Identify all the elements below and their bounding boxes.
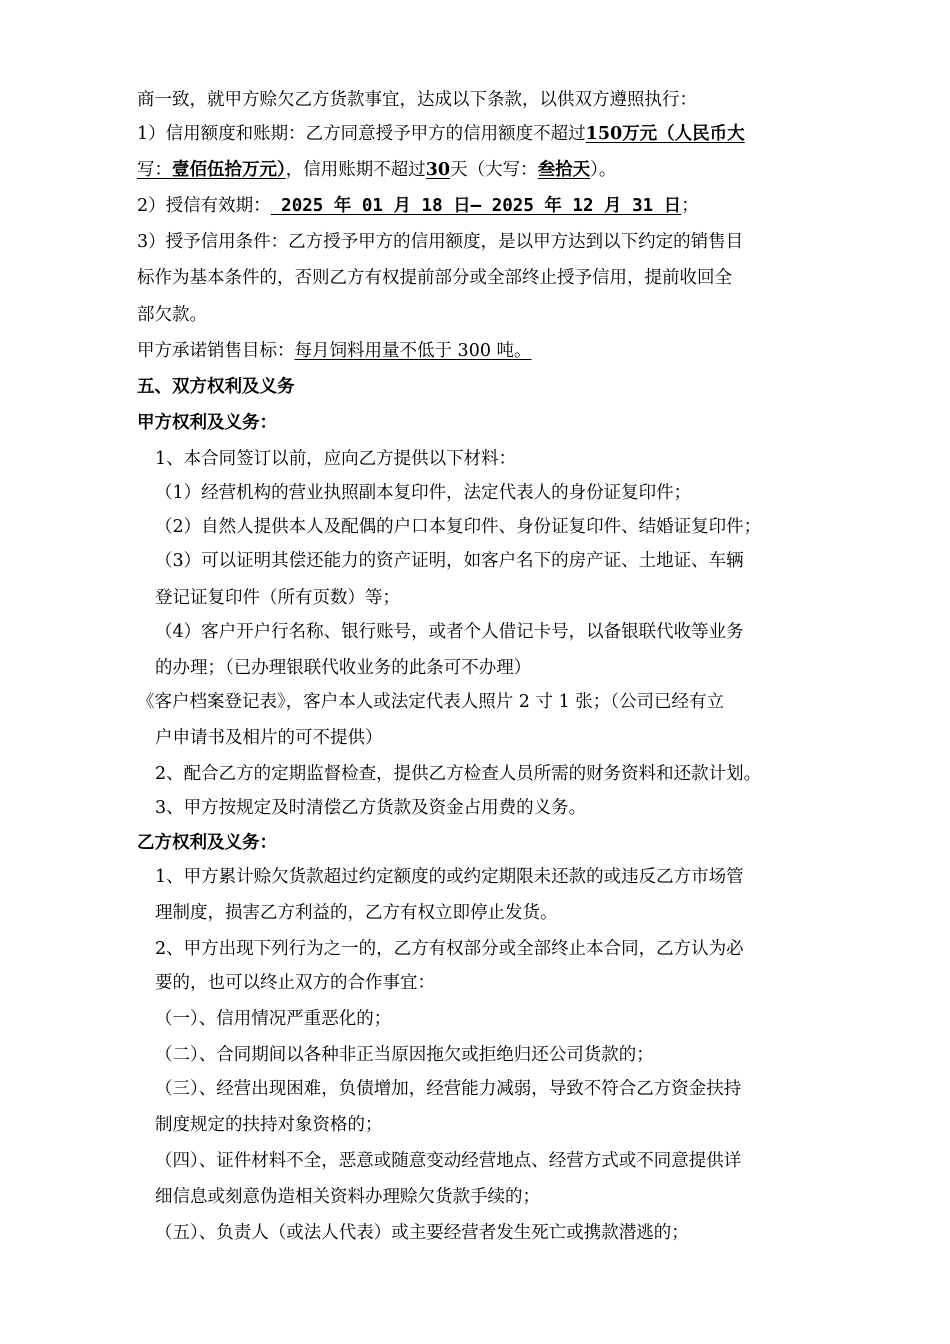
- credit-days: 30: [425, 160, 451, 180]
- party-a-item1: 1、本合同签订以前，应向乙方提供以下材料：: [155, 449, 517, 469]
- credit-end: ）。: [590, 160, 617, 180]
- party-a-sub3-line2: 登记证复印件（所有页数）等；: [155, 588, 400, 608]
- party-a-sub2: （2）自然人提供本人及配偶的户口本复印件、身份证复印件、结婚证复印件；: [155, 517, 762, 537]
- intro-text: 商一致，就甲方赊欠乙方货款事宜，达成以下条款，以供双方遵照执行：: [137, 90, 697, 110]
- section-5-title: 五、双方权利及义务: [137, 377, 295, 397]
- credit-days-words: 叁拾天: [537, 160, 591, 180]
- party-a-sub4-line2: 的办理；（已办理银联代收业务的此条可不办理）: [155, 658, 532, 678]
- credit-amount: 150万元（人民币大: [585, 124, 745, 144]
- party-b-case3-line2: 制度规定的扶持对象资格的；: [155, 1115, 383, 1135]
- validity-end: ；: [681, 196, 699, 216]
- party-a-form-line1: 《客户档案登记表》，客户本人或法定代表人照片 2 寸 1 张；（公司已经有立: [137, 692, 725, 712]
- party-b-case4-line2: 细信息或刻意伪造相关资料办理赊欠货款手续的；: [155, 1187, 540, 1207]
- party-a-form-line2: 户申请书及相片的可不提供）: [155, 728, 383, 748]
- validity-prefix: 2）授信有效期：: [137, 196, 271, 216]
- party-a-item3: 3、甲方按规定及时清偿乙方货款及资金占用费的义务。: [155, 798, 587, 818]
- party-b-case1: （一）、信用情况严重恶化的；: [155, 1009, 392, 1029]
- party-a-sub3-line1: （3）可以证明其偿还能力的资产证明，如客户名下的房产证、土地证、车辆: [155, 551, 744, 571]
- sales-target: [137, 338, 817, 364]
- credit-clause-line2: [137, 157, 817, 183]
- credit-days-suffix: 天（大写：: [450, 160, 538, 180]
- party-b-title: 乙方权利及义务：: [137, 833, 277, 853]
- credit-clause-line1: [137, 121, 817, 147]
- validity-period: 2025 年 01 月 18 日— 2025 年 12 月 31 日: [270, 196, 682, 216]
- party-a-title: 甲方权利及义务：: [137, 413, 277, 433]
- credit-middle: ，信用账期不超过: [285, 160, 426, 180]
- sales-target-label: 甲方承诺销售目标：: [137, 341, 295, 361]
- conditions-line3: 部欠款。: [137, 305, 207, 325]
- party-b-case3-line1: （三）、经营出现困难，负债增加，经营能力减弱，导致不符合乙方资金扶持: [155, 1079, 742, 1099]
- party-b-item2-line2: 要的，也可以终止双方的合作事宜：: [155, 973, 435, 993]
- party-a-item2: 2、配合乙方的定期监督检查，提供乙方检查人员所需的财务资料和还款计划。: [155, 764, 762, 784]
- party-a-sub1: （1）经营机构的营业执照副本复印件，法定代表人的身份证复印件；: [155, 483, 692, 503]
- party-b-case2: （二）、合同期间以各种非正当原因拖欠或拒绝归还公司货款的；: [155, 1045, 654, 1065]
- party-b-case5: （五）、负责人（或法人代表）或主要经营者发生死亡或携款潜逃的；: [155, 1223, 689, 1243]
- party-b-item1-line2: 理制度，损害乙方利益的，乙方有权立即停止发货。: [155, 903, 558, 923]
- conditions-line1: 3）授予信用条件：乙方授予甲方的信用额度，是以甲方达到以下约定的销售目: [137, 232, 744, 252]
- credit-prefix: 1）信用额度和账期：乙方同意授予甲方的信用额度不超过: [137, 124, 586, 144]
- validity-clause: [137, 193, 817, 219]
- party-b-item2-line1: 2、甲方出现下列行为之一的，乙方有权部分或全部终止本合同，乙方认为必: [155, 939, 744, 959]
- party-b-case4-line1: （四）、证件材料不全，恶意或随意变动经营地点、经营方式或不同意提供详: [155, 1151, 742, 1171]
- conditions-line2: 标作为基本条件的，否则乙方有权提前部分或全部终止授予信用，提前收回全: [137, 268, 732, 288]
- credit-amount-words: 壹佰伍拾万元）: [172, 160, 286, 180]
- party-a-sub4-line1: （4）客户开户行名称、银行账号，或者个人借记卡号，以备银联代收等业务: [155, 622, 744, 642]
- credit-amount-line2: 写：: [137, 160, 172, 180]
- party-b-item1-line1: 1、甲方累计赊欠货款超过约定额度的或约定期限未还款的或违反乙方市场管: [155, 867, 744, 887]
- sales-target-value: 每月饲料用量不低于 300 吨。: [294, 341, 532, 361]
